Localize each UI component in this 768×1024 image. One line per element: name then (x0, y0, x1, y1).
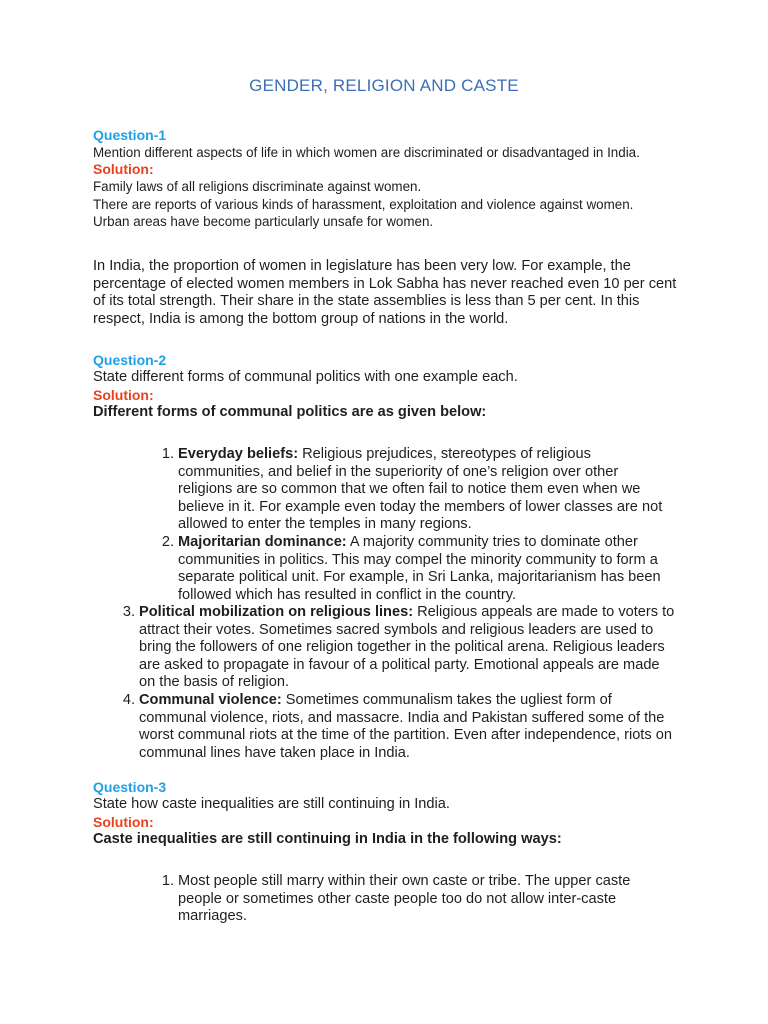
list-item-number: 2. (161, 534, 174, 550)
list-item (122, 692, 679, 762)
list-item-text: A majority community tries to dominate other communities in politics. This may compel the minority community to form a separate political unit. For example, in Sri Lanka, majoritarianism has been followed which has resulted in conflict in the country. (178, 534, 661, 603)
solution-1-line: Urban areas have become particularly unsafe for women. (93, 213, 434, 229)
question-3-label: Question-3 (93, 779, 167, 795)
list-item-heading: Political mobilization on religious lines: (139, 604, 414, 620)
list-item-heading: Majoritarian dominance: (178, 534, 347, 550)
solution-1-line: There are reports of various kinds of harassment, exploitation and violence against women. (93, 196, 634, 212)
list-item (122, 604, 679, 692)
list-item (161, 873, 668, 926)
question-2-text: State different forms of communal politics with one example each. (93, 369, 518, 385)
solution-3-intro: Caste inequalities are still continuing in India in the following ways: (93, 830, 562, 847)
question-3-text: State how caste inequalities are still continuing in India. (93, 796, 450, 812)
list-item-heading: Communal violence: (139, 692, 282, 708)
page-title: GENDER, RELIGION AND CASTE (249, 76, 519, 95)
question-1-block (93, 127, 683, 230)
list-item-text: Religious appeals are made to voters to attract their votes. Sometimes sacred symbols and religious leaders are used to bring the followers of one religion together in the political arena. Religious leaders are asked to propagate in favour of a political party. Emotional appeals are made on the basis of religion. (139, 604, 675, 691)
question-3-block (93, 779, 683, 849)
question-2-label: Question-2 (93, 352, 167, 368)
list-item-text: Sometimes communalism takes the ugliest form of communal violence, riots, and massacre. India and Pakistan suffered some of the worst communal riots at the time of the partition. Even after independence, riots on communal lines have taken place in India. (139, 692, 672, 761)
question-1-text: Mention different aspects of life in which women are discriminated or disadvantaged in India. (93, 145, 640, 160)
list-item-heading: Everyday beliefs: (178, 446, 299, 462)
list-item-text: Most people still marry within their own caste or tribe. The upper caste people or sometimes other caste people too do not allow inter-caste marriages. (178, 873, 631, 925)
solution-3-label: Solution: (93, 813, 154, 830)
list-item (161, 446, 676, 534)
solution-1-label: Solution: (93, 161, 154, 178)
list-item-number: 3. (122, 604, 135, 620)
list-item-number: 1. (161, 446, 174, 462)
question-1-label: Question-1 (93, 127, 167, 143)
list-item (161, 534, 676, 604)
solution-2-label: Solution: (93, 386, 154, 403)
solution-1-paragraph: In India, the proportion of women in legislature has been very low. For example, the percentage of elected women members in Lok Sabha has never reached even 10 per cent of its total strength. Their share in the state assemblies is less than 5 per cent. In this respect, India is among the bottom group of nations in the world. (93, 258, 677, 328)
solution-2-intro: Different forms of communal politics are as given below: (93, 403, 487, 420)
question-2-block (93, 352, 683, 422)
list-item-text: Religious prejudices, stereotypes of religious communities, and belief in the superiority of one’s religion over other religions are so common that we often fail to notice them even when we believe in it. For example even today the members of lower classes are not allowed to enter the temples in many regions. (178, 446, 663, 533)
solution-1-line: Family laws of all religions discriminate against women. (93, 179, 422, 195)
list-item-number: 4. (122, 692, 135, 708)
list-item-number: 1. (161, 873, 174, 889)
